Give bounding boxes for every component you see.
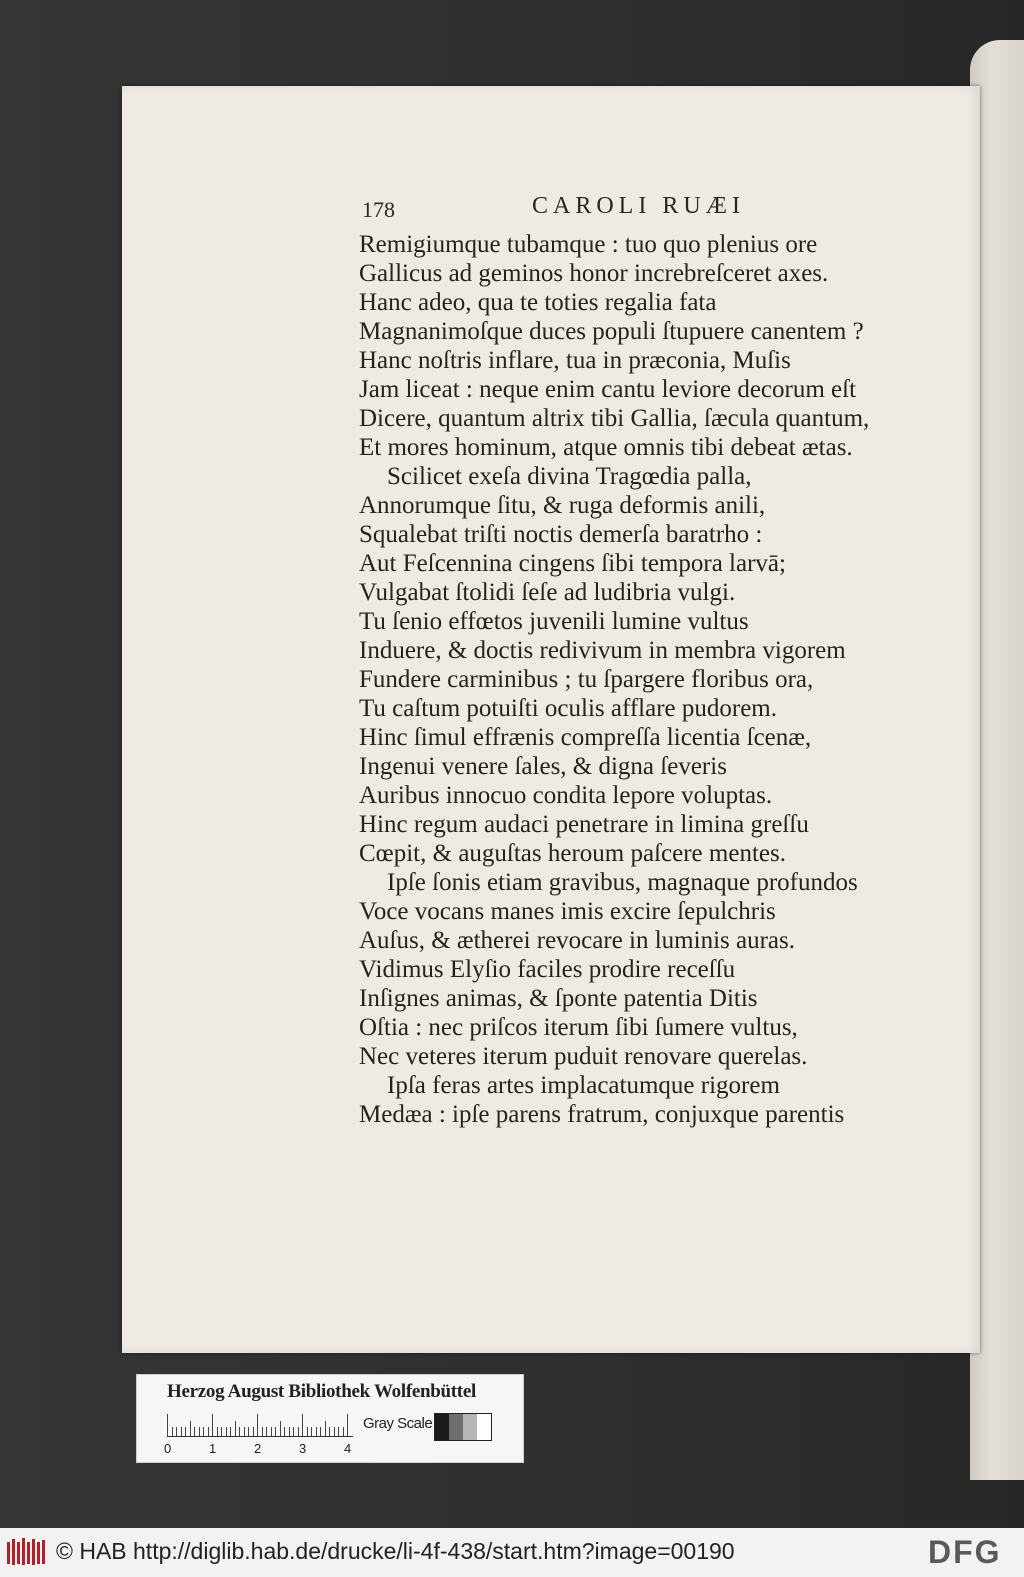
copyright-url[interactable]: © HAB http://diglib.hab.de/drucke/li-4f-438/start.htm?image=00190 [56, 1538, 735, 1564]
ruler-tick [316, 1427, 317, 1436]
verse-line: Gallicus ad geminos honor increbreſceret axes. [359, 260, 829, 287]
ruler-tick [284, 1427, 285, 1436]
ruler-tick [221, 1427, 222, 1436]
ruler-tick [194, 1427, 195, 1436]
ruler-tick [230, 1427, 231, 1436]
ruler-number: 4 [344, 1441, 352, 1456]
verse-line: Dicere, quantum altrix tibi Gallia, ſæcula quantum, [359, 405, 870, 432]
gray-scale-swatches [434, 1413, 492, 1441]
verse-line: Medæa : ipſe parens fratrum, conjuxque parentis [359, 1101, 845, 1128]
color-scale-card [136, 1374, 524, 1463]
gray-scale-label: Gray Scale [363, 1415, 433, 1432]
ruler-tick [275, 1427, 276, 1436]
ruler-tick [235, 1421, 236, 1436]
gray-swatch [435, 1414, 449, 1440]
verse-line: Vulgabat ſtolidi ſeſe ad ludibria vulgi. [359, 579, 736, 606]
ruler-tick [289, 1427, 290, 1436]
verse-line: Et mores hominum, atque omnis tibi debeat ætas. [359, 434, 853, 461]
ruler-tick [329, 1427, 330, 1436]
ruler-tick [176, 1427, 177, 1436]
ruler-tick [338, 1427, 339, 1436]
library-name: Herzog August Bibliothek Wolfenbüttel [167, 1381, 476, 1402]
ruler-tick [311, 1427, 312, 1436]
verse-line: Tu ſenio effœtos juvenili lumine vultus [359, 608, 749, 635]
ruler-tick [253, 1427, 254, 1436]
verse-line: Hinc ſimul effrænis compreſſa licentia ſcenæ, [359, 724, 812, 751]
ruler-tick [190, 1421, 191, 1436]
verse-line: Scilicet exeſa divina Tragœdia palla, [387, 463, 752, 490]
ruler-tick [185, 1427, 186, 1436]
ruler-tick [334, 1427, 335, 1436]
ruler-number: 0 [164, 1441, 172, 1456]
verse-line: Squalebat triſti noctis demerſa baratrho : [359, 521, 763, 548]
verse-line: Vidimus Elyſio faciles prodire receſſu [359, 956, 736, 983]
ruler-tick [181, 1427, 182, 1436]
verse-line: Hanc adeo, qua te toties regalia fata [359, 289, 717, 316]
verse-line: Fundere carminibus ; tu ſpargere floribus ora, [359, 666, 814, 693]
verse-line: Ipſe ſonis etiam gravibus, magnaque profundos [387, 869, 858, 896]
running-title: CAROLI RUÆI [532, 193, 746, 219]
ruler-tick [347, 1414, 348, 1436]
ruler-tick [167, 1414, 168, 1436]
verse-line: Ingenui venere ſales, & digna ſeveris [359, 753, 727, 780]
footer-bar [0, 1528, 1024, 1577]
ruler-tick [226, 1427, 227, 1436]
ruler-tick [307, 1427, 308, 1436]
ruler-tick [320, 1427, 321, 1436]
ruler-tick [239, 1427, 240, 1436]
verse-text [359, 230, 959, 1129]
ruler-tick [208, 1427, 209, 1436]
ruler-tick [203, 1427, 204, 1436]
verse-line: Jam liceat : neque enim cantu leviore decorum eſt [359, 376, 857, 403]
ruler-tick [298, 1427, 299, 1436]
ruler-number: 2 [254, 1441, 262, 1456]
page-number: 178 [362, 197, 395, 222]
gray-swatch [449, 1414, 463, 1440]
book-page [122, 86, 980, 1353]
verse-line: Inſignes animas, & ſponte patentia Ditis [359, 985, 758, 1012]
verse-line: Annorumque ſitu, & ruga deformis anili, [359, 492, 766, 519]
hab-logo-icon [6, 1536, 48, 1568]
ruler-tick [302, 1414, 303, 1436]
ruler-tick [343, 1427, 344, 1436]
running-head [362, 193, 782, 227]
ruler-tick [217, 1427, 218, 1436]
ruler-tick [262, 1427, 263, 1436]
ruler-tick [280, 1421, 281, 1436]
verse-line: Auribus innocuo condita lepore voluptas. [359, 782, 773, 809]
verse-line: Aut Feſcennina cingens ſibi tempora larvā; [359, 550, 786, 577]
verse-line: Oſtia : nec priſcos iterum ſibi ſumere vultus, [359, 1014, 798, 1041]
verse-line: Voce vocans manes imis excire ſepulchris [359, 898, 776, 925]
verse-line: Cœpit, & auguſtas heroum paſcere mentes. [359, 840, 786, 867]
ruler-tick [199, 1427, 200, 1436]
ruler-tick [325, 1421, 326, 1436]
ruler-number: 1 [209, 1441, 217, 1456]
ruler-tick [257, 1414, 258, 1436]
verse-line: Tu caſtum potuiſti oculis afflare pudorem. [359, 695, 777, 722]
ruler-tick [244, 1427, 245, 1436]
verse-line: Nec veteres iterum puduit renovare querelas. [359, 1043, 808, 1070]
verse-line: Magnanimoſque duces populi ſtupuere canentem ? [359, 318, 864, 345]
verse-line: Hanc noſtris inflare, tua in præconia, Muſis [359, 347, 791, 374]
ruler-tick [172, 1427, 173, 1436]
verse-line: Ipſa feras artes implacatumque rigorem [387, 1072, 780, 1099]
verse-line: Hinc regum audaci penetrare in limina greſſu [359, 811, 809, 838]
verse-line: Remigiumque tubamque : tuo quo plenius ore [359, 231, 818, 258]
ruler-tick [248, 1427, 249, 1436]
ruler-tick [212, 1414, 213, 1436]
verse-line: Auſus, & ætherei revocare in luminis auras. [359, 927, 795, 954]
ruler-tick [293, 1427, 294, 1436]
gray-swatch [463, 1414, 477, 1440]
dfg-logo: DFG [928, 1534, 1002, 1570]
ruler-number: 3 [299, 1441, 307, 1456]
ruler-tick [271, 1427, 272, 1436]
gray-swatch [477, 1414, 491, 1440]
verse-line: Induere, & doctis redivivum in membra vigorem [359, 637, 846, 664]
cm-ruler [167, 1413, 353, 1437]
ruler-tick [266, 1427, 267, 1436]
